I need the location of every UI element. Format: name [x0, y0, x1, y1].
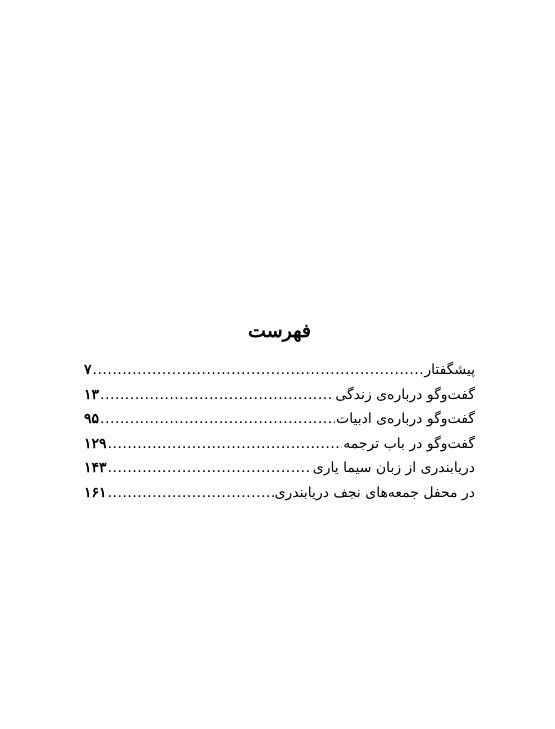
toc-dot-leader [93, 358, 424, 382]
toc-entry-title: گفت‌وگو درباره‌ی ادبیات [336, 411, 475, 427]
toc-entry-title: پیشگفتار [424, 362, 475, 378]
toc-page-number: ۱۲۹ [84, 435, 107, 452]
toc-page-number: ۹۵ [84, 411, 100, 427]
toc-heading: فهرست [248, 320, 311, 342]
toc-page-number: ۱۳ [84, 386, 100, 403]
toc-entry-title: گفت‌وگو درباره‌ی زندگی [335, 386, 475, 403]
toc-entry-title: دریابندری از زبان سیما یاری [312, 460, 475, 476]
table-of-contents [84, 318, 475, 505]
toc-dot-leader [108, 481, 274, 505]
toc-entry [84, 383, 475, 408]
toc-entry [84, 432, 475, 457]
toc-entry [84, 456, 475, 481]
toc-page-number: ۱۴۳ [84, 460, 107, 476]
toc-dot-leader [100, 383, 334, 407]
toc-dot-leader [108, 432, 343, 456]
toc-entry-title: گفت‌وگو در باب ترجمه [343, 435, 475, 452]
toc-entry-title: در محفل جمعه‌های نجف دریابندری [274, 484, 475, 501]
toc-entry [84, 481, 475, 506]
toc-dot-leader [100, 407, 335, 431]
toc-list [84, 358, 475, 505]
toc-entry [84, 407, 475, 432]
toc-page-number: ۷ [84, 362, 92, 378]
toc-dot-leader [108, 456, 312, 480]
toc-entry [84, 358, 475, 383]
toc-page-number: ۱۶۱ [84, 484, 107, 501]
